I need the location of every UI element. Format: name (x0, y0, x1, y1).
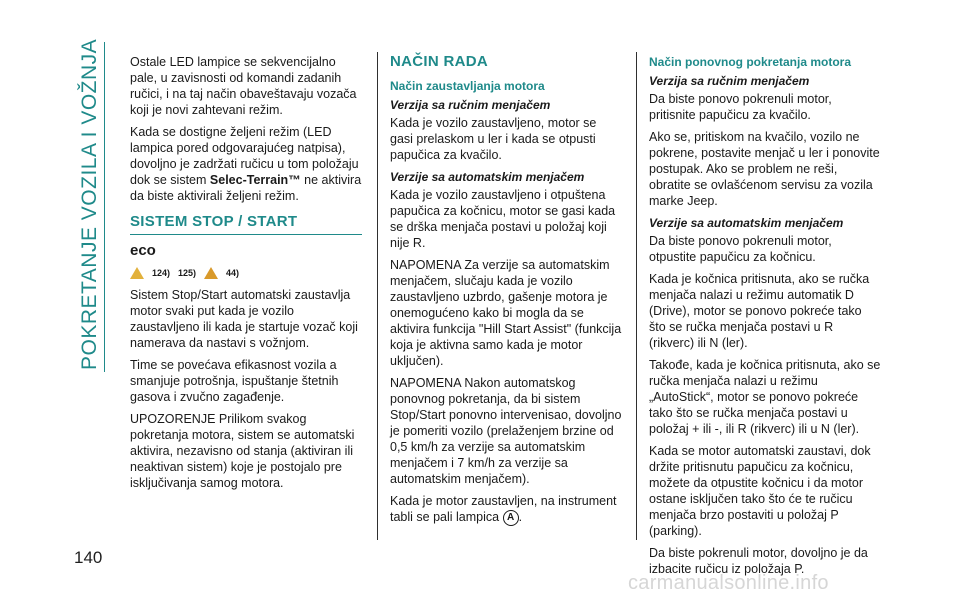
col2-paragraph-3: NAPOMENA Za verzije sa automatskim menjačem, slučaju kada je vozilo zaustavljeno uzbrdo, gašenje motora je onemogućeno kako bi mogla da se aktivira funkcija "Hill Start Assist" (funkcija koja je aktivna samo kada je motor uključen). (390, 258, 622, 368)
page-number: 140 (74, 548, 103, 567)
col3-paragraph-5: Takođe, kada je kočnica pritisnuta, ako se ručka menjača nalazi u režimu „AutoStick“, motor se ponovo pokreće tako što se ručka menjača postavi u položaj + ili -, ili R (rikverc) ili u N (ler). (649, 358, 881, 436)
col3-paragraph-7: Da biste pokrenuli motor, dovoljno je da izbacite ručicu iz položaja P. (649, 546, 868, 576)
col3-heading-automatic: Verzije sa automatskim menjačem (649, 216, 844, 230)
col3-paragraph-2: Ako se, pritiskom na kvačilo, vozilo ne pokrene, postavite menjač u ler i ponovite postupak. Ako se problem ne reši, obratite se ovlašćenom servisu za vozila marke Jeep. (649, 130, 880, 208)
column-2 (390, 54, 622, 532)
col1-paragraph-4: Time se povećava efikasnost vozila a smanjuje potrošnja, ispuštanje štetnih gasova i zvučno zagađenje. (130, 358, 339, 404)
watermark: carmanualsonline.info (628, 572, 829, 594)
col2-subhead: Način zaustavljanja motora (390, 79, 545, 93)
col1-paragraph-5: UPOZORENJE Prilikom svakog pokretanja motora, sistem se automatski aktivira, nezavisno od stanja (aktiviran ili neaktivan sistem) koje je postojalo pre isključivanja samog motora. (130, 412, 355, 490)
col1-paragraph-1: Ostale LED lampice se sekvencijalno pale, u zavisnosti od komandi zadanih ručici, i na taj način obaveštavaju vozača koji je novi zahtevani režim. (130, 55, 357, 117)
column-1 (130, 54, 362, 497)
col3-heading-manual: Verzija sa ručnim menjačem (649, 74, 810, 88)
warn-ref-3: 44) (226, 268, 240, 278)
col3-paragraph-3: Da biste ponovo pokrenuli motor, otpustite papučicu za kočnicu. (649, 234, 832, 264)
column-3 (649, 54, 881, 583)
warn-ref-2: 125) (178, 268, 197, 278)
col2-heading-manual: Verzija sa ručnim menjačem (390, 98, 551, 112)
column-divider-1 (377, 52, 378, 540)
caution-triangle-icon (204, 267, 218, 279)
section-title-nacin-rada: NAČIN RADA (390, 53, 488, 70)
chapter-side-rule (104, 42, 105, 372)
column-divider-2 (636, 52, 637, 540)
warn-ref-1: 124) (152, 268, 171, 278)
auto-stop-indicator-icon: A (503, 510, 519, 526)
col3-subhead: Način ponovnog pokretanja motora (649, 55, 852, 69)
eco-icon: eco (130, 242, 156, 259)
col2-paragraph-4: NAPOMENA Nakon automatskog ponovnog pokretanja, da bi sistem Stop/Start ponovno intervenisao, dovoljno je pomeriti vozilo (prelaženjem brzine od 0,5 km/h za verzije sa automatskim menjačem i 7 km/h za verzije sa automatskim menjačem). (390, 376, 622, 486)
warning-references (130, 265, 362, 281)
col2-paragraph-5: Kada je motor zaustavljen, na instrument tabli se pali lampica A . (390, 494, 617, 524)
chapter-side-title: POKRETANJE VOZILA I VOŽNJA (78, 38, 101, 370)
col2-paragraph-2: Kada je vozilo zaustavljeno i otpuštena papučica za kočnicu, motor se gasi kada se drška menjača postavi u položaj koji nije R. (390, 188, 616, 250)
warning-triangle-icon (130, 267, 144, 279)
col1-paragraph-3: Sistem Stop/Start automatski zaustavlja motor svaki put kada je vozilo zaustavljeno ili kada je startuje vozač koji namerava da nastavi s vožnjom. (130, 288, 358, 350)
col3-paragraph-1: Da biste ponovo pokrenuli motor, pritisnite papučicu za kvačilo. (649, 92, 832, 122)
selec-terrain-label: Selec-Terrain™ (209, 173, 301, 187)
col1-paragraph-2: Kada se dostigne željeni režim (LED lampica pored odgovarajućeg natpisa), dovoljno je zadržati ručicu u tom položaju dok se sistem Selec-Terrain™ ne aktivira da biste aktivirali željeni režim. (130, 125, 362, 203)
col2-heading-automatic: Verzije sa automatskim menjačem (390, 170, 585, 184)
col3-paragraph-4: Kada je kočnica pritisnuta, ako se ručka menjača nalazi u režimu automatik D (Drive), motor se ponovo pokreće tako što se ručka menjača postavi u R (rikverc) ili N (ler). (649, 272, 870, 350)
section-title-stop-start: SISTEM STOP / START (130, 214, 362, 235)
col3-paragraph-6: Kada se motor automatski zaustavi, dok držite pritisnutu papučicu za kočnicu, možete da otpustite kočnicu i da motor ostane isključen tako što će te ručicu menjača brzo postaviti u položaj P (parking). (649, 444, 871, 538)
col2-paragraph-1: Kada je vozilo zaustavljeno, motor se gasi prelaskom u ler i kada se otpusti papučica za kvačilo. (390, 116, 597, 162)
